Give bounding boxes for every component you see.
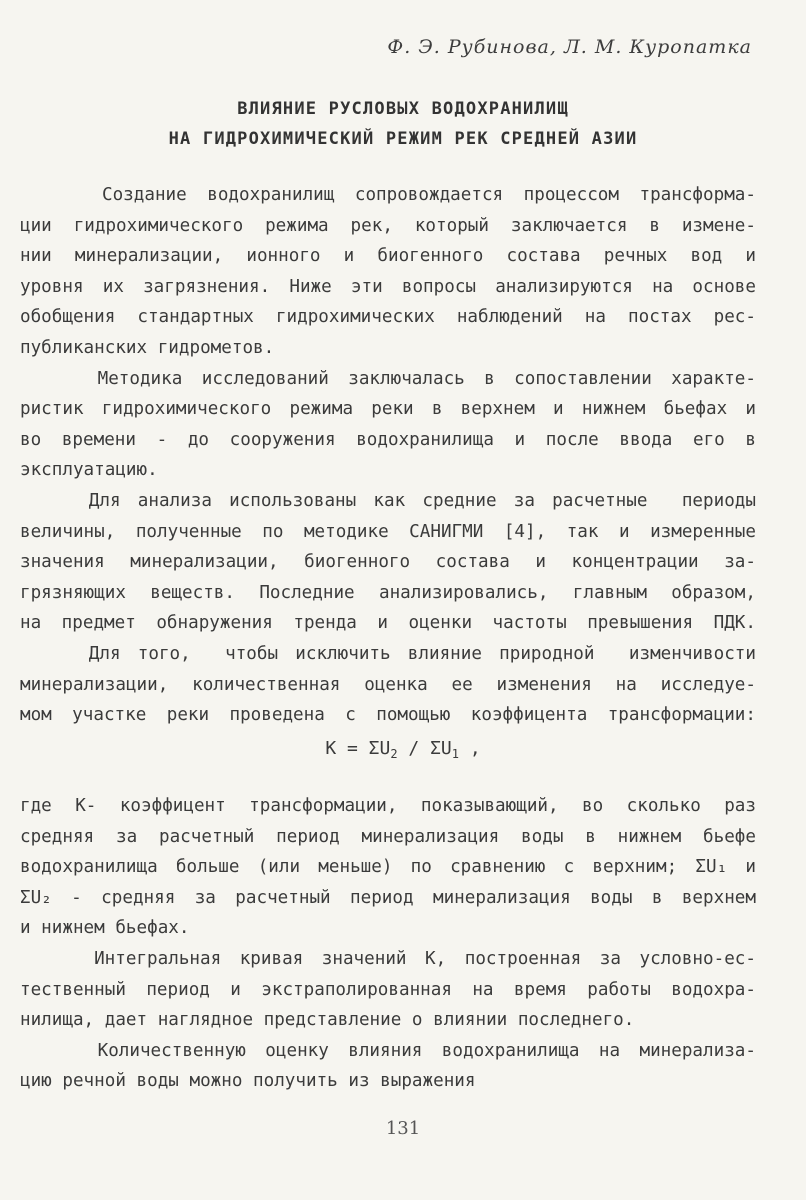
authors-header: Ф. Э. Рубинова, Л. М. Куропатка [387, 36, 752, 58]
formula-tail: , [459, 738, 481, 759]
text-line: цию речной воды можно получить из выражения [20, 1071, 476, 1092]
text-line: грязняющих веществ. Последние анализировались, главным образом, [20, 582, 756, 603]
text-line: и нижнем бьефах. [20, 918, 190, 939]
text-line: величины, полученные по методике САНИГМИ [4], так и измеренные [20, 521, 756, 542]
text-line: нии минерализации, ионного и биогенного состава речных вод и [20, 246, 756, 267]
formula-sub-1: 1 [451, 747, 459, 761]
text-line: эксплуатацию. [20, 460, 158, 481]
text-line: ции гидрохимического режима рек, который заключается в измене- [20, 215, 756, 236]
text-line: мом участке реки проведена с помощью коэффицента трансформации: [20, 705, 756, 726]
text-line: нилища, дает наглядное представление о влиянии последнего. [20, 1010, 635, 1031]
formula-sub-2: 2 [390, 747, 398, 761]
text-line: где К- коэффицент трансформации, показывающий, во сколько раз [20, 796, 756, 816]
text-line: Создание водохранилищ сопровождается процессом трансформа- [20, 185, 756, 205]
article-title [0, 94, 806, 154]
text-line: во времени - до сооружения водохранилища и после ввода его в [20, 429, 756, 450]
body-text-top [20, 180, 756, 731]
text-line: тественный период и экстраполированная на время работы водохра- [20, 979, 756, 1000]
text-line: минерализации, количественная оценка ее изменения на исследуе- [20, 674, 756, 695]
text-line: ристик гидрохимического режима реки в верхнем и нижнем бьефах и [20, 399, 756, 420]
formula-lhs: К = ΣU [325, 738, 391, 759]
text-line: ΣU₂ - средняя за расчетный период минерализация воды в верхнем [20, 887, 756, 908]
text-line: уровня их загрязнения. Ниже эти вопросы анализируются на основе [20, 276, 756, 297]
text-line: водохранилища больше (или меньше) по сравнению с верхним; ΣU₁ и [20, 857, 756, 878]
transformation-formula [0, 738, 806, 761]
text-line: Интегральная кривая значений К, построенная за условно-ес- [20, 948, 756, 969]
title-line-1: ВЛИЯНИЕ РУСЛОВЫХ ВОДОХРАНИЛИЩ [237, 99, 569, 119]
title-line-2: НА ГИДРОХИМИЧЕСКИЙ РЕЖИМ РЕК СРЕДНЕЙ АЗИИ [168, 129, 638, 149]
text-line: Количественную оценку влияния водохранилища на минерализа- [20, 1040, 756, 1061]
formula-mid: / ΣU [397, 738, 452, 759]
text-line: публиканских гидрометов. [20, 337, 275, 358]
body-text-bottom [20, 791, 756, 1097]
text-line: Для того, чтобы исключить влияние природной изменчивости [20, 643, 756, 664]
text-line: средняя за расчетный период минерализация воды в нижнем бьефе [20, 826, 756, 847]
page-number: 131 [385, 1118, 421, 1139]
text-line: Для анализа использованы как средние за расчетные периоды [20, 490, 756, 511]
text-line: значения минерализации, биогенного состава и концентрации за- [20, 552, 756, 573]
text-line: на предмет обнаружения тренда и оценки частоты превышения ПДК. [20, 613, 756, 634]
text-line: обобщения стандартных гидрохимических наблюдений на постах рес- [20, 307, 756, 328]
text-line: Методика исследований заключалась в сопоставлении характе- [20, 368, 756, 389]
